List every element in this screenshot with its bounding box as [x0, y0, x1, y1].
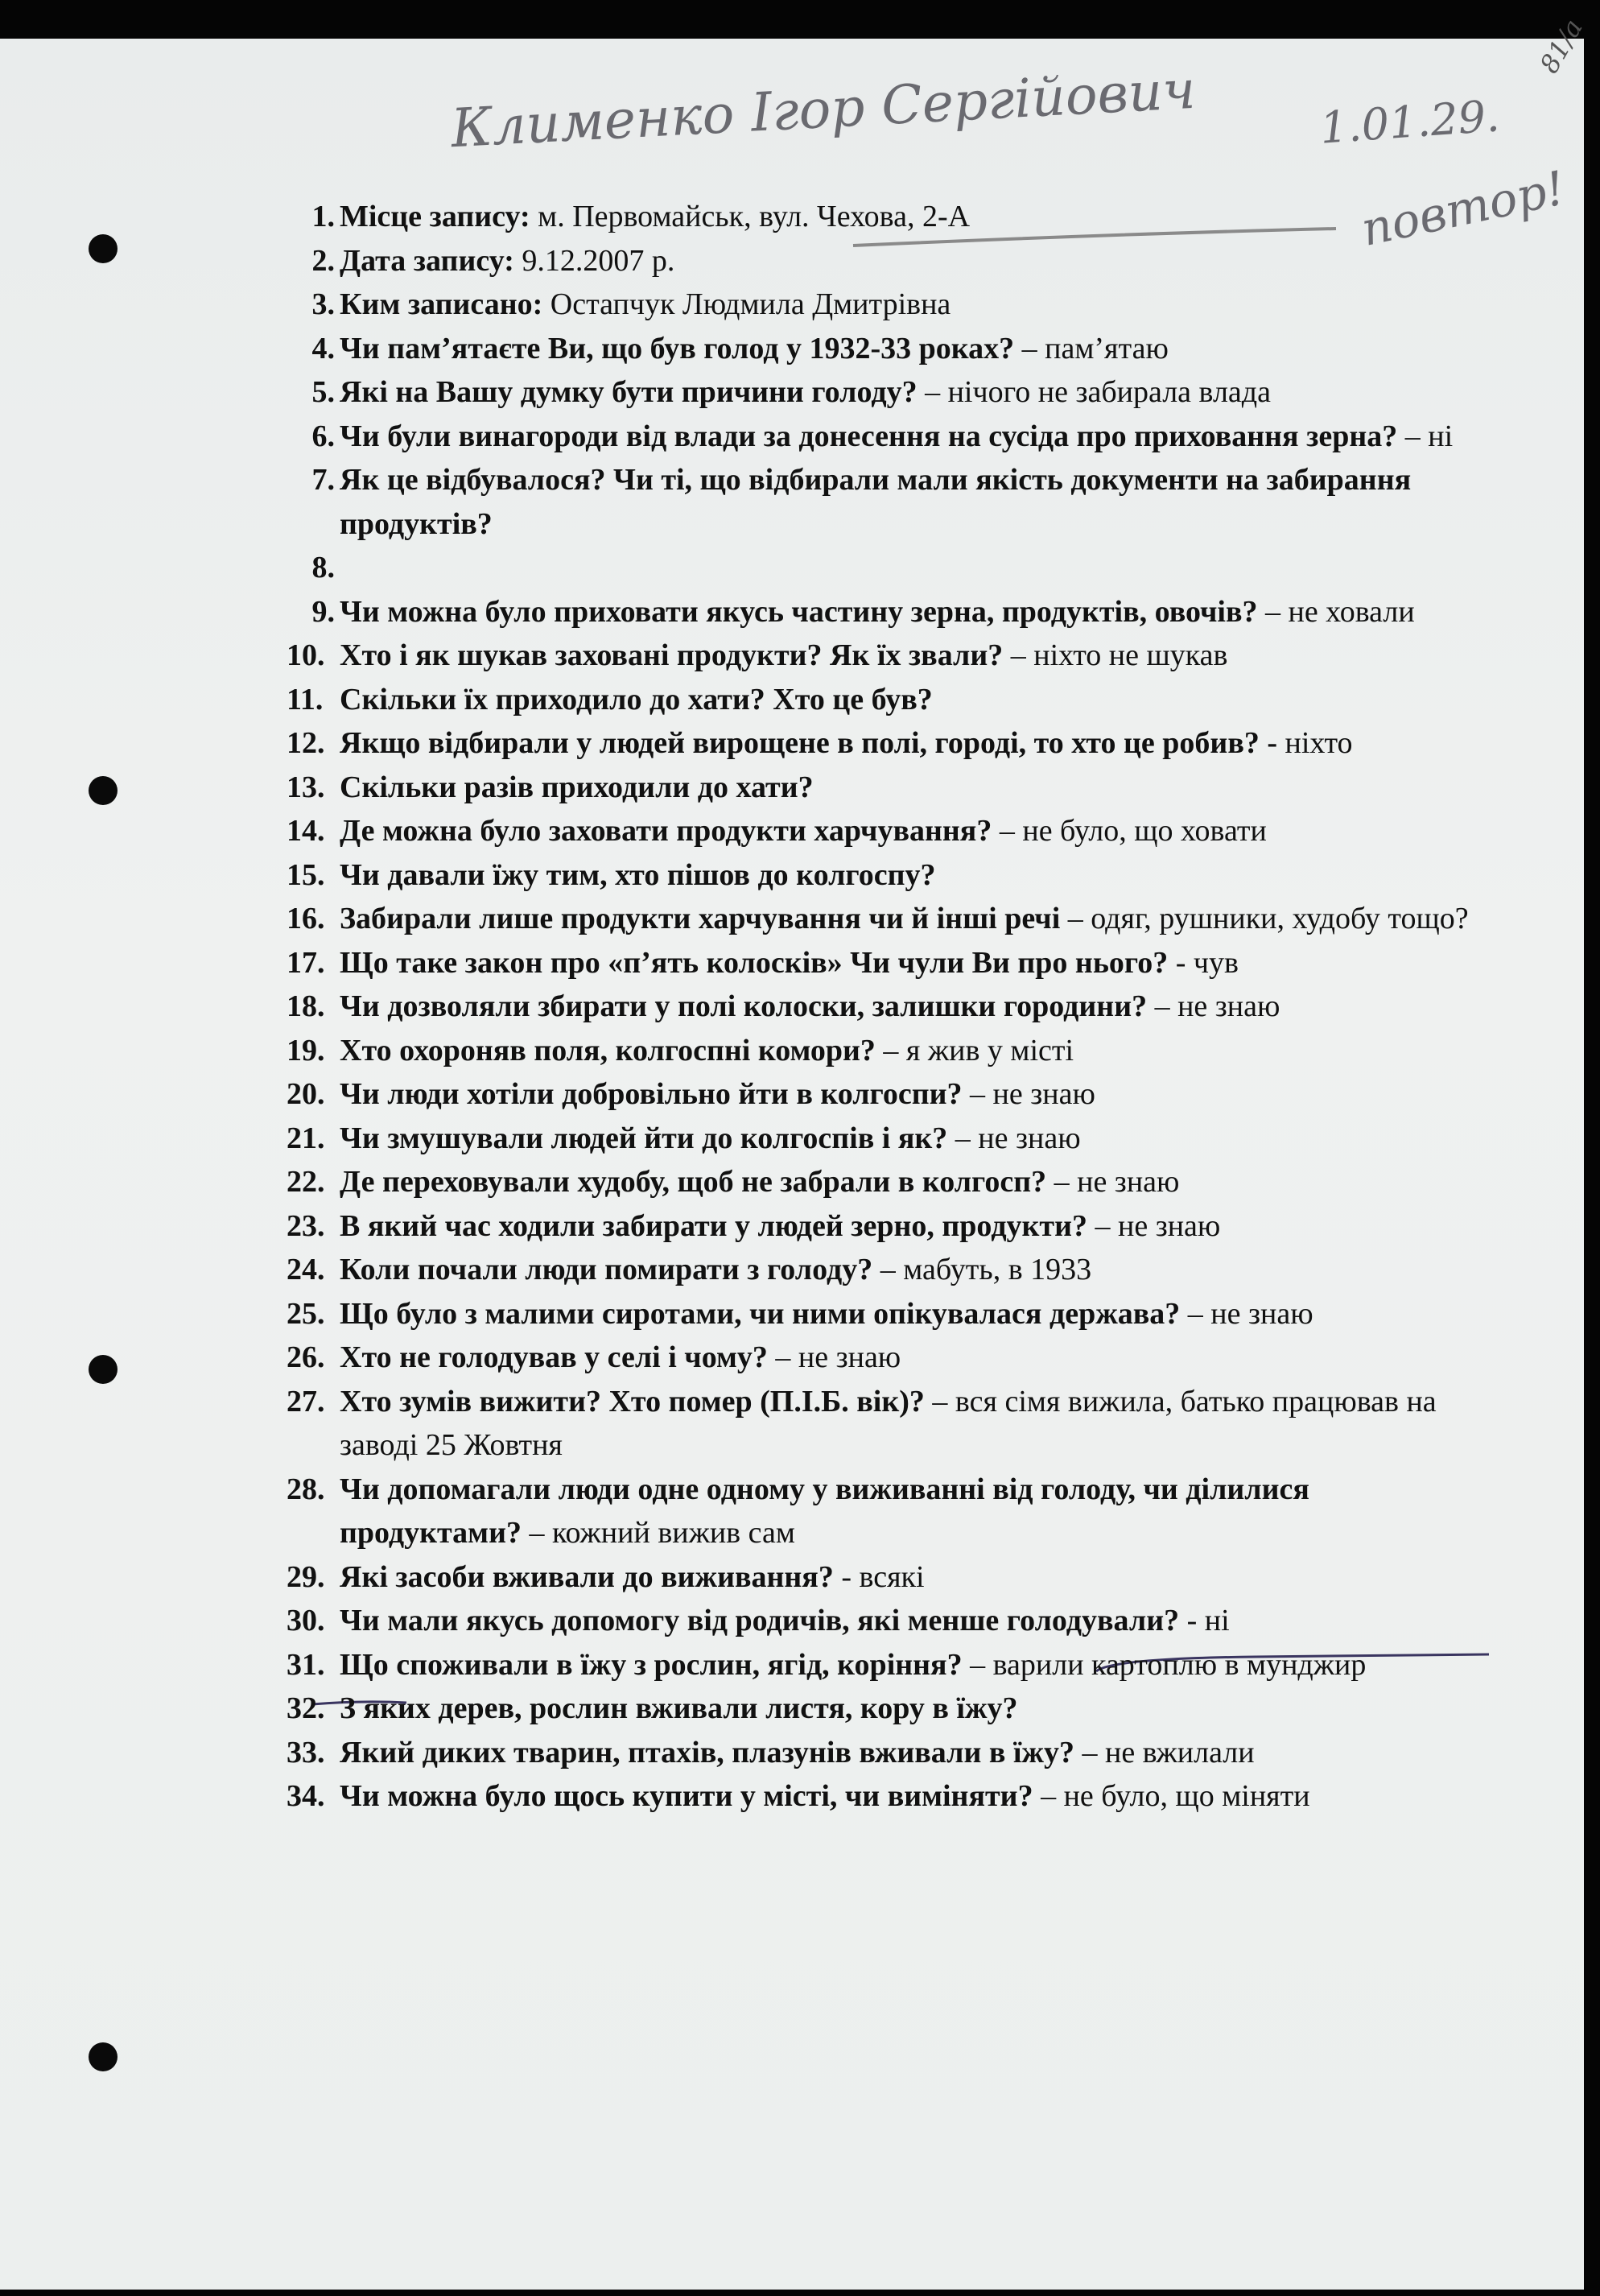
item-number: 13.	[287, 770, 325, 804]
item-number: 32.	[287, 1691, 325, 1725]
list-item	[0, 809, 1482, 853]
list-item	[0, 1336, 1482, 1380]
answer-text: – варили картоплю в мунджир	[962, 1647, 1367, 1682]
answer-text: 9.12.2007 р.	[513, 243, 675, 278]
question-text: Які на Вашу думку бути причини голоду?	[340, 375, 918, 409]
list-item	[0, 1468, 1482, 1555]
item-number: 20.	[287, 1077, 325, 1111]
list-item	[0, 195, 1482, 239]
item-number: 16.	[287, 902, 325, 935]
item-number: 29.	[287, 1559, 325, 1594]
item-number: 31.	[287, 1647, 325, 1682]
item-number: 15.	[287, 857, 325, 892]
answer-text: – не знаю	[1147, 989, 1280, 1023]
question-text: З яких дерев, рослин вживали листя, кору в їжу?	[340, 1691, 1018, 1725]
question-text: Скільки їх приходило до хати? Хто це був?	[340, 682, 933, 716]
question-text: Чи мали якусь допомогу від родичів, які менше голодували?	[340, 1604, 1180, 1637]
question-list	[0, 195, 1584, 1819]
question-text: Чи допомагали люди одне одному у виживанні від голоду, чи ділилися продуктами?	[340, 1472, 1309, 1550]
question-text: Коли почали люди помирати з голоду?	[340, 1253, 873, 1286]
question-text: Чи люди хотіли добровільно йти в колгоспи?	[340, 1077, 963, 1111]
question-text: Дата запису:	[340, 243, 514, 278]
list-item	[0, 239, 1482, 283]
item-number: 9.	[311, 594, 335, 629]
question-text: Що таке закон про «п’ять колосків» Чи чули Ви про нього?	[340, 945, 1169, 980]
list-item	[0, 1774, 1482, 1819]
item-number: 10.	[287, 638, 325, 672]
answer-text: – не знаю	[767, 1340, 901, 1374]
answer-text: – не знаю	[1180, 1296, 1313, 1331]
list-item	[0, 1731, 1482, 1775]
item-number: 28.	[287, 1472, 325, 1506]
answer-text: – не вжилали	[1074, 1735, 1255, 1769]
list-item	[0, 766, 1482, 810]
item-number: 4.	[311, 331, 335, 365]
question-text: Хто зумів вижити? Хто помер (П.І.Б. вік)?	[340, 1384, 925, 1418]
list-item	[0, 1072, 1482, 1117]
list-item	[0, 941, 1482, 985]
item-number: 34.	[287, 1779, 325, 1813]
question-text: В який час ходили забирати у людей зерно, продукти?	[340, 1208, 1087, 1243]
item-number: 22.	[287, 1165, 325, 1199]
answer-text: - всякі	[833, 1559, 925, 1594]
item-number: 14.	[287, 814, 325, 848]
question-text: Які засоби вживали до виживання?	[340, 1559, 834, 1594]
list-item	[0, 1599, 1482, 1643]
question-text: Чи можна було приховати якусь частину зерна, продуктів, овочів?	[340, 594, 1258, 629]
question-text: Як це відбувалося? Чи ті, що відбирали мали якість документи на забирання продуктів?	[340, 463, 1412, 541]
item-number: 3.	[311, 287, 335, 321]
answer-text: – не ховали	[1257, 594, 1415, 629]
handwritten-page-mark: 81/а	[1533, 14, 1589, 79]
item-number: 12.	[287, 726, 325, 760]
list-item	[0, 1380, 1482, 1468]
handwritten-date: 1.01.29.	[1318, 90, 1502, 154]
list-item	[0, 546, 1482, 590]
list-item	[0, 985, 1482, 1029]
item-number: 6.	[311, 419, 335, 453]
item-number: 30.	[287, 1604, 325, 1637]
answer-text: – не знаю	[947, 1121, 1081, 1155]
question-text: Що споживали в їжу з рослин, ягід, коріння?	[340, 1647, 963, 1682]
answer-text: – одяг, рушники, худобу тощо?	[1060, 902, 1469, 935]
item-number: 5.	[311, 375, 335, 409]
item-number: 21.	[287, 1121, 325, 1155]
list-item	[0, 1643, 1482, 1687]
list-item	[0, 1160, 1482, 1204]
question-text: Хто і як шукав заховані продукти? Як їх звали?	[340, 638, 1004, 672]
list-item	[0, 283, 1482, 327]
list-item	[0, 327, 1482, 371]
list-item	[0, 590, 1482, 634]
list-item	[0, 1029, 1482, 1073]
answer-text: – не було, що міняти	[1033, 1779, 1310, 1813]
answer-text: – не знаю	[962, 1077, 1095, 1111]
list-item	[0, 853, 1482, 898]
list-item	[0, 1687, 1482, 1731]
question-text: Чи були винагороди від влади за донесення на сусіда про приховання зерна?	[340, 419, 1398, 453]
item-number: 2.	[311, 243, 335, 278]
question-text: Де переховували худобу, щоб не забрали в колгосп?	[340, 1165, 1047, 1199]
list-item	[0, 678, 1482, 722]
list-item	[0, 458, 1482, 546]
list-item	[0, 1204, 1482, 1249]
item-number: 23.	[287, 1208, 325, 1243]
question-text: Чи змушували людей йти до колгоспів і як?	[340, 1121, 948, 1155]
list-item	[0, 634, 1482, 678]
punch-hole	[89, 2042, 118, 2071]
question-text: Забирали лише продукти харчування чи й інші речі	[340, 902, 1061, 935]
question-text: Хто охороняв поля, колгоспні комори?	[340, 1033, 876, 1067]
answer-text: м. Первомайськ, вул. Чехова, 2-А	[530, 200, 971, 233]
list-item	[0, 370, 1482, 415]
item-number: 24.	[287, 1253, 325, 1286]
question-text: Хто не голодував у селі і чому?	[340, 1340, 768, 1374]
item-number: 18.	[287, 989, 325, 1023]
answer-text: – я жив у місті	[875, 1033, 1074, 1067]
list-item	[0, 721, 1482, 766]
answer-text: – кожний вижив сам	[521, 1516, 795, 1550]
answer-text: ніхто	[1277, 726, 1353, 760]
item-number: 17.	[287, 945, 325, 980]
answer-text: - чув	[1168, 945, 1239, 980]
list-item	[0, 897, 1482, 941]
answer-text: – пам’ятаю	[1014, 331, 1169, 365]
list-item	[0, 1555, 1482, 1600]
question-text: Чи можна було щось купити у місті, чи виміняти?	[340, 1779, 1033, 1813]
handwritten-note: повтор!	[1356, 160, 1570, 257]
question-text: Ким записано:	[340, 287, 543, 321]
answer-text: - ні	[1179, 1604, 1230, 1637]
item-number: 1.	[311, 200, 335, 233]
question-text: Чи давали їжу тим, хто пішов до колгоспу?	[340, 857, 936, 892]
answer-text: – ніхто не шукав	[1003, 638, 1228, 672]
question-text: Що було з малими сиротами, чи ними опікувалася держава?	[340, 1296, 1181, 1331]
question-text: Скільки разів приходили до хати?	[340, 770, 814, 804]
answer-text: – ні	[1397, 419, 1454, 453]
item-number: 11.	[287, 682, 324, 716]
answer-text: – не було, що ховати	[992, 814, 1267, 848]
question-text: Який диких тварин, птахів, плазунів вживали в їжу?	[340, 1735, 1074, 1769]
answer-text: Остапчук Людмила Дмитрівна	[542, 287, 951, 321]
item-number: 33.	[287, 1735, 325, 1769]
answer-text: – мабуть, в 1933	[872, 1253, 1092, 1286]
list-item	[0, 415, 1482, 459]
question-text: Якщо відбирали у людей вирощене в полі, городі, то хто це робив? -	[340, 726, 1277, 760]
item-number: 26.	[287, 1340, 325, 1374]
list-item	[0, 1292, 1482, 1336]
list-item	[0, 1248, 1482, 1292]
question-text: Місце запису:	[340, 200, 530, 233]
question-text: Чи пам’ятаєте Ви, що був голод у 1932-33 роках?	[340, 331, 1015, 365]
item-number: 7.	[311, 463, 335, 497]
list-item	[0, 1117, 1482, 1161]
item-number: 27.	[287, 1384, 325, 1418]
question-text: Де можна було заховати продукти харчування?	[340, 814, 992, 848]
item-number: 8.	[311, 551, 335, 584]
answer-text: – нічого не забирала влада	[917, 375, 1271, 409]
question-text: Чи дозволяли збирати у полі колоски, залишки городини?	[340, 989, 1148, 1023]
item-number: 25.	[287, 1296, 325, 1331]
answer-text: – не знаю	[1087, 1208, 1221, 1243]
handwritten-name: Клименко Ігор Сергійович	[449, 58, 1198, 160]
item-number: 19.	[287, 1033, 325, 1067]
answer-text: – вся сімя вижила, батько працював на заводі 25 Жовтня	[340, 1384, 1437, 1462]
answer-text: – не знаю	[1046, 1165, 1180, 1199]
